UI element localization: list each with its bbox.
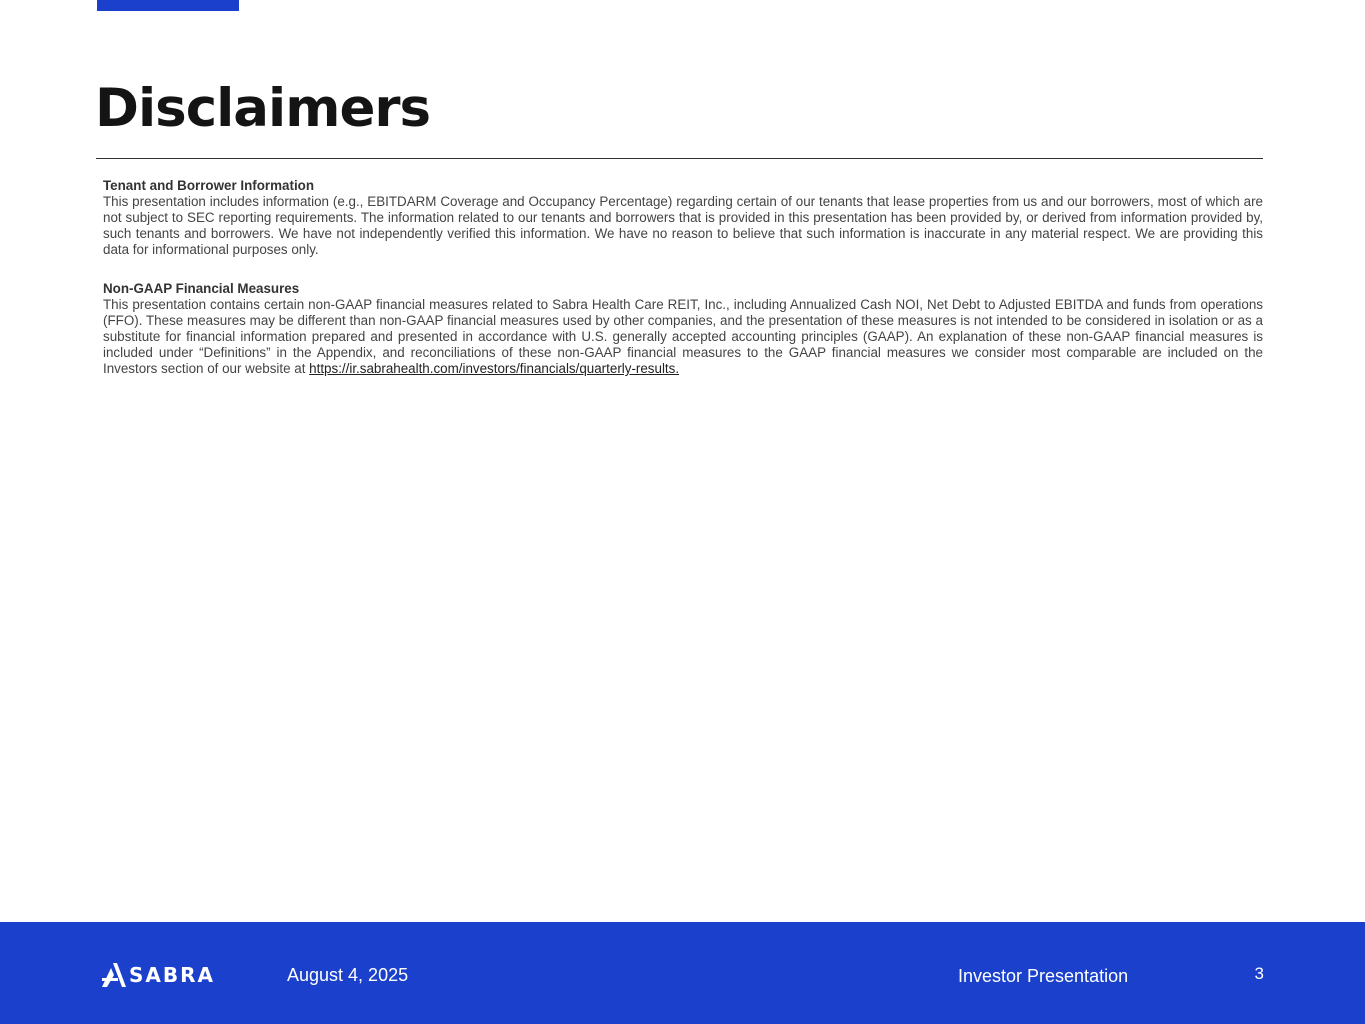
section-tenant-borrower [103,178,1263,258]
page-title: Disclaimers [95,78,431,139]
logo-wordmark: SABRA [129,963,216,987]
title-divider [96,158,1263,159]
sabra-mark-icon [101,962,127,988]
section-body-text: This presentation contains certain non-GAAP financial measures related to Sabra Health Care REIT, Inc., including Annualized Cash NOI, Net Debt to Adjusted EBITDA and funds from operations (FFO). These measures may be different than non-GAAP financial measures used by other companies, and the presentation of these measures is not intended to be considered in isolation or as a substitute for financial information prepared and presented in accordance with U.S. generally accepted accounting principles (GAAP). An explanation of these non-GAAP financial measures is included under “Definitions” in the Appendix, and reconciliations of these non-GAAP financial measures to the GAAP financial measures we consider most comparable are included on the Investors section of our website at [103,297,1263,376]
section-non-gaap [103,281,1263,377]
section-heading: Non-GAAP Financial Measures [103,281,300,296]
top-accent-bar [97,0,239,11]
section-body [103,297,1263,377]
section-heading: Tenant and Borrower Information [103,178,315,193]
sabra-logo[interactable] [101,962,215,988]
footer-bar [0,922,1365,1024]
investor-results-link[interactable]: https://ir.sabrahealth.com/investors/financials/quarterly-results. [309,361,680,376]
page-number: 3 [1254,964,1264,983]
footer-date: August 4, 2025 [287,965,409,985]
disclaimer-content [103,178,1263,377]
footer-document-name: Investor Presentation [958,966,1129,986]
section-body: This presentation includes information (e.g., EBITDARM Coverage and Occupancy Percentage) regarding certain of our tenants that lease properties from us and our borrowers, most of which are not subject to SEC reporting requirements. The information related to our tenants and borrowers that is provided in this presentation has been provided by, or derived from information provided by, such tenants and borrowers. We have not independently verified this information. We have no reason to believe that such information is inaccurate in any material respect. We are providing this data for informational purposes only. [103,194,1263,257]
